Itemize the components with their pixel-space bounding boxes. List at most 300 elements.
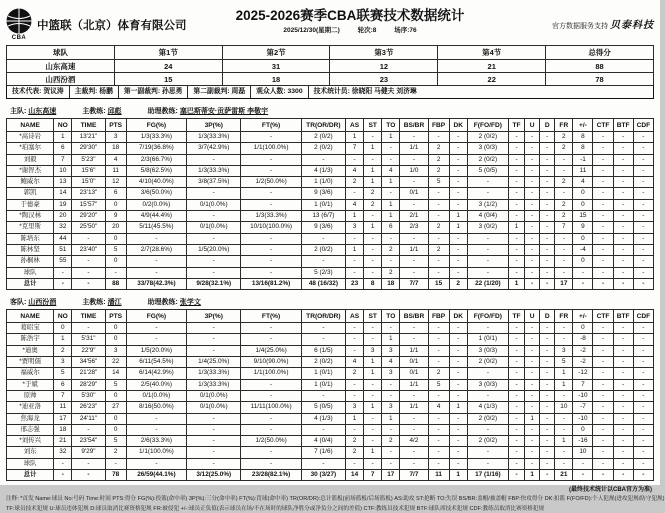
company-name: 中篮联（北京）体育有限公司: [37, 19, 187, 32]
stat-cell: -: [613, 143, 633, 154]
stat-cell: -: [540, 244, 555, 255]
stat-cell: -: [540, 458, 555, 469]
stat-cell: -: [428, 413, 449, 424]
stat-cell: 2: [555, 132, 573, 143]
stat-cell: 0: [105, 424, 126, 435]
stat-cell: -: [428, 436, 449, 447]
stat-cell: -: [241, 447, 301, 458]
stat-cell: -: [593, 267, 613, 278]
official-item: 第一副裁判: 孙思勇: [119, 86, 189, 98]
stat-cell: -: [72, 233, 105, 244]
stat-col-header: FT(%): [241, 310, 301, 323]
stat-cell: 1: [555, 436, 573, 447]
stat-cell: 2 (0/2): [467, 132, 508, 143]
stat-cell: -: [428, 334, 449, 345]
stat-cell: -: [449, 357, 467, 368]
stat-cell: 2: [382, 267, 400, 278]
stat-cell: -: [428, 256, 449, 267]
stat-cell: -: [364, 244, 382, 255]
stat-cell: 9: [105, 211, 126, 222]
stat-cell: -: [525, 244, 540, 255]
stat-cell: 0: [105, 199, 126, 210]
stat-cell: -: [400, 390, 428, 401]
stat-cell: 1/1: [400, 143, 428, 154]
stat-cell: 2/3(66.7%): [126, 154, 186, 165]
stat-cell: -: [540, 470, 555, 481]
team-meta-item: [148, 297, 201, 308]
stat-cell: -: [509, 402, 525, 413]
stat-cell: 2/7(28.6%): [126, 244, 186, 255]
player-name: 鲍威尔: [7, 177, 54, 188]
stat-cell: -: [346, 233, 364, 244]
team-meta-item: [10, 106, 56, 117]
stat-cell: 4: [428, 402, 449, 413]
stat-cell: -: [428, 447, 449, 458]
stat-cell: -: [593, 222, 613, 233]
stat-cell: -: [301, 256, 345, 267]
roster-header-row: [7, 119, 654, 132]
stat-cell: -: [449, 177, 467, 188]
stat-cell: -: [126, 424, 186, 435]
stat-cell: -16: [573, 436, 593, 447]
stat-col-header: CTF: [593, 119, 613, 132]
stat-col-header: +/-: [573, 310, 593, 323]
stat-cell: 4: [346, 357, 364, 368]
stat-cell: 5'23": [72, 154, 105, 165]
team-meta-value: 邱彪: [107, 108, 122, 115]
stat-cell: 0/1(0.0%): [187, 390, 241, 401]
stat-cell: -: [428, 211, 449, 222]
stat-cell: -: [633, 222, 653, 233]
player-row: [7, 368, 654, 379]
player-row: [7, 345, 654, 356]
player-name: 刘东: [7, 447, 54, 458]
stat-cell: 0: [105, 233, 126, 244]
stat-cell: -: [241, 256, 301, 267]
stat-cell: -: [593, 345, 613, 356]
player-row: [7, 334, 654, 345]
stat-cell: -: [593, 470, 613, 481]
stat-cell: -: [72, 256, 105, 267]
stat-cell: 6: [54, 143, 72, 154]
stat-cell: 6/14(42.9%): [126, 368, 186, 379]
stat-cell: 2 (0/2): [301, 357, 345, 368]
stat-cell: 2 (0/2): [301, 244, 345, 255]
stat-cell: -: [241, 413, 301, 424]
stat-cell: 2: [364, 199, 382, 210]
stat-cell: 1: [449, 402, 467, 413]
team-meta-label: 主队:: [10, 108, 29, 115]
stat-col-header: NO: [54, 119, 72, 132]
stat-cell: -: [241, 132, 301, 143]
stat-cell: -: [613, 244, 633, 255]
player-name: 孙桐林: [7, 256, 54, 267]
stat-cell: 1: [382, 132, 400, 143]
stat-col-header: 3P(%): [187, 119, 241, 132]
stat-col-header: TO: [382, 310, 400, 323]
stat-cell: 18: [382, 278, 400, 289]
stat-cell: -: [346, 390, 364, 401]
stat-cell: -: [613, 390, 633, 401]
stat-cell: 7/7: [400, 470, 428, 481]
stat-cell: -: [613, 458, 633, 469]
player-name: 于德豪: [7, 199, 54, 210]
stat-cell: -: [187, 267, 241, 278]
stat-cell: 7/7: [400, 278, 428, 289]
stat-cell: -: [449, 165, 467, 176]
stat-cell: -: [525, 402, 540, 413]
stat-cell: 10: [573, 447, 593, 458]
stat-cell: -: [449, 244, 467, 255]
stat-cell: -: [613, 211, 633, 222]
stat-cell: -: [509, 323, 525, 334]
stat-cell: 0: [573, 424, 593, 435]
stat-cell: -: [540, 424, 555, 435]
stat-cell: -: [525, 424, 540, 435]
stat-cell: -: [346, 424, 364, 435]
stat-cell: -: [449, 368, 467, 379]
stat-cell: -: [525, 458, 540, 469]
stat-cell: -: [540, 357, 555, 368]
stat-cell: -: [613, 278, 633, 289]
stat-col-header: U: [525, 119, 540, 132]
stat-cell: -: [467, 256, 508, 267]
stat-cell: -: [241, 323, 301, 334]
stat-cell: 29'30": [72, 143, 105, 154]
stat-cell: 3 (1/2): [467, 199, 508, 210]
stat-cell: -: [449, 379, 467, 390]
stat-cell: -: [509, 470, 525, 481]
stat-cell: -: [467, 323, 508, 334]
stat-cell: -: [525, 436, 540, 447]
stat-cell: 3: [364, 345, 382, 356]
stat-cell: -: [525, 222, 540, 233]
stat-cell: -: [613, 470, 633, 481]
stat-col-header: FT(%): [241, 119, 301, 132]
stat-cell: -: [382, 154, 400, 165]
stat-cell: 4 (0/4): [301, 436, 345, 447]
stat-cell: -: [555, 458, 573, 469]
stat-cell: -: [400, 132, 428, 143]
stat-col-header: D: [540, 119, 555, 132]
stat-cell: 5'30": [72, 390, 105, 401]
stat-cell: 2: [346, 368, 364, 379]
stat-cell: -: [428, 199, 449, 210]
stat-cell: -: [593, 132, 613, 143]
player-name: 郭凯: [7, 188, 54, 199]
stat-cell: 0: [54, 323, 72, 334]
stat-cell: -: [613, 188, 633, 199]
stat-cell: -: [241, 244, 301, 255]
player-name: *于斌: [7, 379, 54, 390]
stat-cell: -: [126, 458, 186, 469]
stat-cell: 3/6(50.0%): [126, 188, 186, 199]
stat-cell: -: [449, 390, 467, 401]
stat-cell: 0/1(0.0%): [126, 390, 186, 401]
stat-cell: 2: [346, 177, 364, 188]
stat-cell: 10: [54, 165, 72, 176]
stat-cell: 1/3(33.3%): [187, 368, 241, 379]
stat-cell: 5/8(62.5%): [126, 165, 186, 176]
stat-cell: 32: [54, 447, 72, 458]
stat-cell: 1: [382, 211, 400, 222]
team-meta-value: 潘江: [107, 299, 122, 307]
stat-cell: 3: [105, 132, 126, 143]
stat-cell: 3 (0/3): [467, 345, 508, 356]
stat-cell: -: [449, 447, 467, 458]
stat-cell: 4/10(40.0%): [126, 177, 186, 188]
stat-cell: -: [187, 413, 241, 424]
player-name: 刘毅: [7, 154, 54, 165]
team-meta-item: [82, 106, 121, 117]
stat-cell: -: [241, 199, 301, 210]
game-number: 场序:76: [394, 27, 417, 34]
game-date: 2025/12/30(星期二): [283, 27, 340, 34]
stat-cell: -: [346, 188, 364, 199]
stat-cell: -: [509, 188, 525, 199]
stat-cell: -: [555, 334, 573, 345]
stat-cell: 1: [382, 334, 400, 345]
stat-cell: -: [400, 447, 428, 458]
stat-cell: -: [187, 334, 241, 345]
stat-cell: -: [467, 177, 508, 188]
stat-cell: 1 (0/1): [301, 379, 345, 390]
team-meta-item: [10, 297, 56, 308]
stat-cell: 15'6": [72, 165, 105, 176]
stat-cell: -: [346, 458, 364, 469]
stat-cell: 1/1: [400, 379, 428, 390]
stat-cell: 0: [105, 390, 126, 401]
stat-cell: 23'54": [72, 436, 105, 447]
stat-cell: -: [241, 458, 301, 469]
stat-cell: 6: [54, 379, 72, 390]
stat-cell: -: [593, 233, 613, 244]
stat-cell: -: [364, 424, 382, 435]
stat-cell: -: [400, 458, 428, 469]
stat-cell: -: [241, 334, 301, 345]
stat-cell: -: [525, 334, 540, 345]
stat-cell: 5: [428, 379, 449, 390]
stat-col-header: FR: [555, 119, 573, 132]
team-meta-item: [82, 297, 121, 308]
stat-cell: -: [525, 390, 540, 401]
stat-cell: 23'40": [72, 244, 105, 255]
stat-cell: -: [241, 154, 301, 165]
stat-cell: 1: [346, 244, 364, 255]
stat-cell: -: [525, 323, 540, 334]
stat-cell: -: [72, 278, 105, 289]
stat-cell: 26'23": [72, 402, 105, 413]
stat-cell: 18: [54, 424, 72, 435]
stat-cell: -: [382, 233, 400, 244]
quarter-col-header: 第1节: [114, 46, 222, 60]
stat-cell: -: [540, 256, 555, 267]
stat-cell: -: [449, 233, 467, 244]
quarter-score: 21: [438, 60, 546, 73]
stat-cell: -: [633, 458, 653, 469]
stat-cell: 2: [428, 368, 449, 379]
stat-cell: -: [509, 379, 525, 390]
player-row: [7, 165, 654, 176]
stat-cell: 2: [555, 211, 573, 222]
stat-cell: 2 (0/2): [467, 357, 508, 368]
stat-cell: 2 (0/2): [467, 154, 508, 165]
stat-cell: -: [428, 132, 449, 143]
stat-cell: -: [364, 379, 382, 390]
stat-cell: -: [54, 470, 72, 481]
stat-cell: 28'29": [72, 379, 105, 390]
stat-cell: 24'11": [72, 413, 105, 424]
stat-col-header: TR(OR/DR): [301, 310, 345, 323]
player-name: *迪亚洛: [7, 402, 54, 413]
player-row: [7, 188, 654, 199]
stat-cell: 6: [382, 222, 400, 233]
stat-cell: -: [241, 267, 301, 278]
stat-cell: 1/2(50.0%): [241, 436, 301, 447]
stat-cell: 3: [54, 357, 72, 368]
stat-cell: -: [346, 267, 364, 278]
player-name: *贾明儒: [7, 357, 54, 368]
player-name: 球队: [7, 458, 54, 469]
stat-cell: 3: [105, 345, 126, 356]
stat-cell: -: [613, 233, 633, 244]
stat-cell: -: [509, 256, 525, 267]
stat-cell: 5 (0/5): [467, 165, 508, 176]
stat-cell: -: [525, 278, 540, 289]
stat-cell: -: [540, 323, 555, 334]
stat-cell: -: [613, 345, 633, 356]
stat-cell: -: [540, 222, 555, 233]
stat-cell: 5 (2/3): [301, 267, 345, 278]
stat-cell: -: [593, 165, 613, 176]
stat-cell: 1: [54, 132, 72, 143]
stat-cell: -: [187, 154, 241, 165]
stat-cell: -: [428, 345, 449, 356]
stat-cell: 1: [382, 413, 400, 424]
stat-cell: -: [400, 199, 428, 210]
stat-cell: -: [509, 233, 525, 244]
stat-cell: -: [633, 424, 653, 435]
brand: [6, 8, 231, 41]
stat-cell: -: [126, 267, 186, 278]
stat-cell: -: [613, 357, 633, 368]
team-total-row: [7, 267, 654, 278]
stat-cell: -: [525, 345, 540, 356]
stat-cell: 17 (1/16): [467, 470, 508, 481]
stat-cell: -: [467, 447, 508, 458]
stat-cell: -: [613, 132, 633, 143]
stat-cell: -: [364, 132, 382, 143]
quarter-col-header: 总得分: [546, 46, 654, 60]
stat-cell: 9/10(90.0%): [241, 357, 301, 368]
player-name: 总计: [7, 470, 54, 481]
quarter-score: 18: [222, 73, 330, 86]
stat-cell: 1/5(20.0%): [126, 345, 186, 356]
legend-note-2: TF:球员技术犯规 U:球员违体犯规 D:球员取消比赛资格犯规 FR:被侵犯 +/-:球员正负值(表示球员在场/不在场时的球队净胜分或净负分之间的差值) CTF:教练员技术犯规 BTF:球队席技术犯规 CDF:教练员取消比赛资格犯规: [6, 506, 545, 513]
stat-cell: -: [633, 357, 653, 368]
stat-col-header: 3P(%): [187, 310, 241, 323]
stat-cell: 4: [382, 165, 400, 176]
stat-cell: 1: [364, 402, 382, 413]
stat-cell: -: [400, 334, 428, 345]
stat-cell: -: [540, 390, 555, 401]
stat-col-header: TR(OR/DR): [301, 119, 345, 132]
stat-cell: 3: [382, 368, 400, 379]
stat-cell: -: [633, 233, 653, 244]
stat-cell: -: [187, 323, 241, 334]
stat-cell: -: [449, 424, 467, 435]
stat-cell: -: [346, 379, 364, 390]
player-name: 陈林坚: [7, 244, 54, 255]
stat-col-header: PTS: [105, 119, 126, 132]
stat-cell: 4/2: [400, 436, 428, 447]
stat-col-header: NAME: [7, 119, 54, 132]
stat-cell: 1: [364, 143, 382, 154]
stat-cell: -: [633, 402, 653, 413]
stat-cell: -: [593, 211, 613, 222]
stat-cell: -: [301, 323, 345, 334]
stat-cell: 0: [573, 199, 593, 210]
stat-cell: -: [525, 165, 540, 176]
quarter-score: 88: [546, 60, 654, 73]
stat-cell: 4 (1/3): [301, 413, 345, 424]
stat-cell: 8/16(50.0%): [126, 402, 186, 413]
stat-cell: 13: [54, 177, 72, 188]
game-info-line: [231, 25, 469, 34]
stat-cell: -: [449, 188, 467, 199]
stat-cell: -: [346, 256, 364, 267]
stat-cell: 3/12(25.0%): [187, 470, 241, 481]
stat-cell: 9 (3/6): [301, 222, 345, 233]
stat-cell: -: [364, 334, 382, 345]
stat-cell: 1: [509, 222, 525, 233]
home-team-meta: [10, 106, 654, 117]
stat-cell: -: [467, 458, 508, 469]
stat-cell: -: [573, 470, 593, 481]
player-row: [7, 256, 654, 267]
stat-cell: 1/1(100.0%): [126, 447, 186, 458]
stat-cell: -: [509, 436, 525, 447]
stat-col-header: F(FO/FD): [467, 119, 508, 132]
stat-cell: 1/1: [400, 244, 428, 255]
stat-cell: 9/28(32.1%): [187, 278, 241, 289]
stat-cell: 3/7(42.9%): [187, 143, 241, 154]
title-block: [231, 8, 469, 34]
stat-cell: 0/2(0.0%): [126, 199, 186, 210]
stat-cell: 19: [54, 199, 72, 210]
stat-cell: -: [540, 278, 555, 289]
stat-cell: 6: [105, 188, 126, 199]
stat-cell: -: [593, 379, 613, 390]
stat-col-header: BS/BR: [400, 310, 428, 323]
stat-cell: 9 (3/6): [301, 188, 345, 199]
stat-cell: 0: [573, 233, 593, 244]
stat-cell: 1/3(33.3%): [241, 211, 301, 222]
stat-cell: 11: [54, 402, 72, 413]
stat-cell: 0/1: [400, 357, 428, 368]
stat-cell: -: [449, 267, 467, 278]
stat-cell: 4: [105, 154, 126, 165]
stat-cell: 1/1(100.0%): [241, 368, 301, 379]
stat-cell: -: [540, 132, 555, 143]
stat-cell: -: [613, 256, 633, 267]
stat-cell: -: [428, 188, 449, 199]
stat-cell: 1: [382, 177, 400, 188]
stat-cell: 4: [346, 199, 364, 210]
stat-cell: 3 (0/3): [467, 143, 508, 154]
stat-cell: 88: [105, 278, 126, 289]
stat-cell: 7 (1/6): [301, 447, 345, 458]
